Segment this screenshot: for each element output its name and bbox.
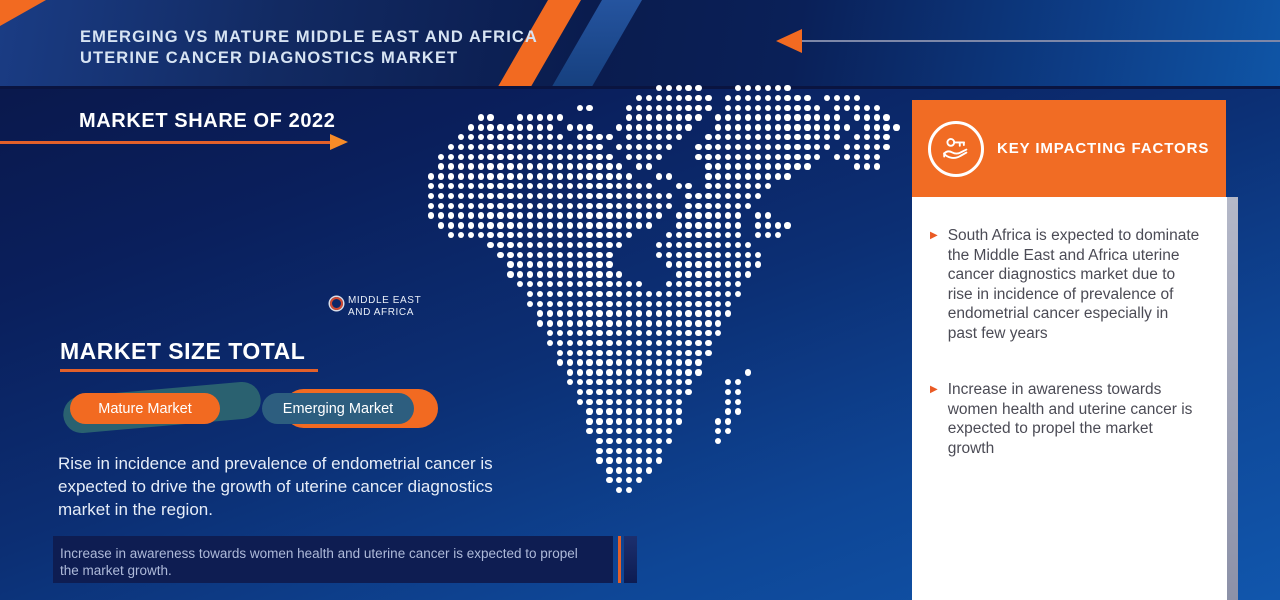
map-label-line2: AND AFRICA xyxy=(348,307,415,318)
panel-shadow xyxy=(1227,197,1238,600)
market-size-underline xyxy=(60,369,318,372)
page-title-line1: EMERGING VS MATURE MIDDLE EAST AND AFRICA xyxy=(80,28,538,46)
market-size-description: Rise in incidence and prevalence of endometrial cancer is expected to drive the growth of uterine cancer diagnostics market in the region. xyxy=(58,454,493,519)
page-title xyxy=(80,27,538,69)
corner-triangle-decoration xyxy=(0,0,46,26)
bottom-note-bar: Increase in awareness towards women health and uterine cancer is expected to propel the market growth. xyxy=(53,536,613,583)
emerging-market-button[interactable]: Emerging Market xyxy=(262,393,414,424)
page-title-line2: UTERINE CANCER DIAGNOSTICS MARKET xyxy=(80,49,459,67)
market-share-heading: MARKET SHARE OF 2022 xyxy=(79,110,336,132)
bullet-arrow-icon: ▶ xyxy=(930,384,938,395)
header-arrow-line xyxy=(800,40,1280,42)
key-factor-text-1: South Africa is expected to dominate the Middle East and Africa uterine cancer diagnostics market due to rise in incidence of prevalence of endometrial cancer especially in past few years xyxy=(947,227,1200,342)
dotted-map xyxy=(428,85,908,505)
key-factor-item xyxy=(930,226,1202,343)
key-factor-item xyxy=(930,380,1202,458)
hand-holding-key-icon xyxy=(928,121,984,177)
left-arrow-icon xyxy=(776,29,802,53)
bottom-note-orange-rule xyxy=(618,536,621,583)
market-size-heading: MARKET SIZE TOTAL xyxy=(60,338,306,364)
map-pin-icon xyxy=(330,297,343,310)
map-label-line1: MIDDLE EAST xyxy=(348,295,422,306)
key-factor-text-2: Increase in awareness towards women health and uterine cancer is expected to propel the market growth xyxy=(947,381,1193,457)
right-arrow-icon xyxy=(330,134,348,150)
market-share-underline xyxy=(0,141,332,144)
bullet-arrow-icon: ▶ xyxy=(930,230,938,241)
header-band xyxy=(0,0,1280,89)
key-factors-header xyxy=(912,100,1226,197)
key-factors-title: KEY IMPACTING FACTORS xyxy=(997,140,1210,157)
bottom-note-end-block xyxy=(624,536,637,583)
map-region-label xyxy=(330,295,421,319)
mature-market-button[interactable]: Mature Market xyxy=(70,393,220,424)
